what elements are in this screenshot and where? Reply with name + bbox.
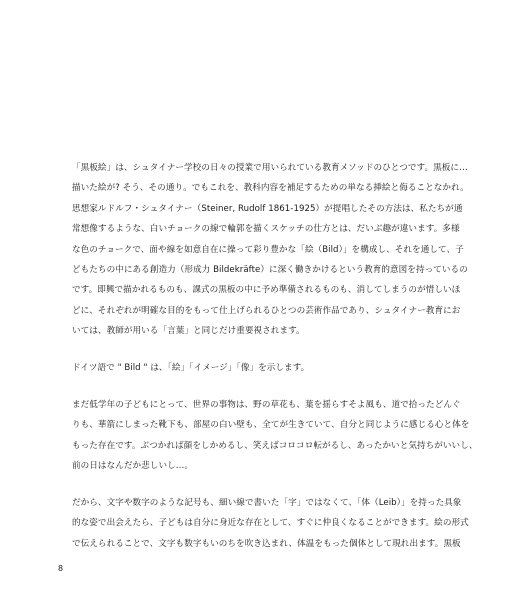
paragraph-young-children bbox=[72, 395, 478, 477]
text-line: な色のチョークで、面や線を如意自在に操って彩り豊かな「絵（Bild）」を構成し、それを通して、子 bbox=[72, 244, 464, 255]
text-line: 常想像するような、白いチョークの線で輪郭を描くスケッチの仕方とは、だいぶ趣が違います。多様 bbox=[72, 224, 460, 235]
page-number: 8 bbox=[58, 564, 64, 573]
text-line: もった存在です。ぶつかれば顔をしかめるし、笑えばコロコロ転がるし、あったかいと気持ちがいいし、 bbox=[72, 440, 478, 451]
body-text bbox=[72, 158, 478, 570]
text-line: どもたちの中にある創造力（形成力 Bildekräfte）に深く働きかけるという教育的意図を持っているの bbox=[72, 265, 468, 276]
text-line: 前の日はなんだか悲しいし…。 bbox=[72, 461, 194, 472]
text-line: 思想家ルドルフ・シュタイナー（Steiner, Rudolf 1861-1925）が提唱したその方法は、私たちが通 bbox=[72, 203, 463, 214]
text-line: だから、文字や数字のような記号も、細い線で書いた「字」ではなくて、「体（Leib）」を持った具象 bbox=[72, 497, 462, 508]
text-line: ドイツ語で " Bild " は、「絵」「イメージ」「像」を示します。 bbox=[72, 363, 310, 374]
paragraph-bild-definition bbox=[72, 358, 448, 378]
text-line: 描いた絵が? そう、その通り。でもこれを、教科内容を補足するための単なる挿絵と侮ることなかれ。 bbox=[72, 183, 469, 194]
paragraph-blackboard-drawing bbox=[72, 158, 469, 342]
paragraph-letters-numbers bbox=[72, 493, 469, 554]
text-line: で伝えられることで、文字も数字もいのちを吹き込まれ、体温をもった個体として現れ出ます。黒板 bbox=[72, 538, 461, 549]
text-line: 「黒板絵」は、シュタイナー学校の日々の授業で用いられている教育メソッドのひとつです。黒板に… bbox=[72, 163, 468, 173]
text-line: りも、華箭にしまった靴下も、部屋の白い壁も、全てが生きていて、自分と同じように感じる心と体を bbox=[72, 420, 470, 431]
text-line: どに、それぞれが明確な目的をもって仕上げられるひとつの芸術作品であり、シュタイナー教育にお bbox=[72, 305, 461, 316]
text-line: です。即興で描かれるものも、課式の黒板の中に予め準備されるものも、消してしまうのが惜しいほ bbox=[72, 285, 461, 296]
text-line: 的な姿で出会えたら、子どもは自分に身近な存在として、すぐに仲良くなることができます。絵の形式 bbox=[72, 518, 469, 529]
text-line: まだ低学年の子どもにとって、世界の事物は、野の草花も、葉を揺らすそよ風も、道で拾ったどんぐ bbox=[72, 399, 461, 410]
text-line: いては、教師が用いる「言葉」と同じだけ重要視されます。 bbox=[72, 326, 305, 337]
